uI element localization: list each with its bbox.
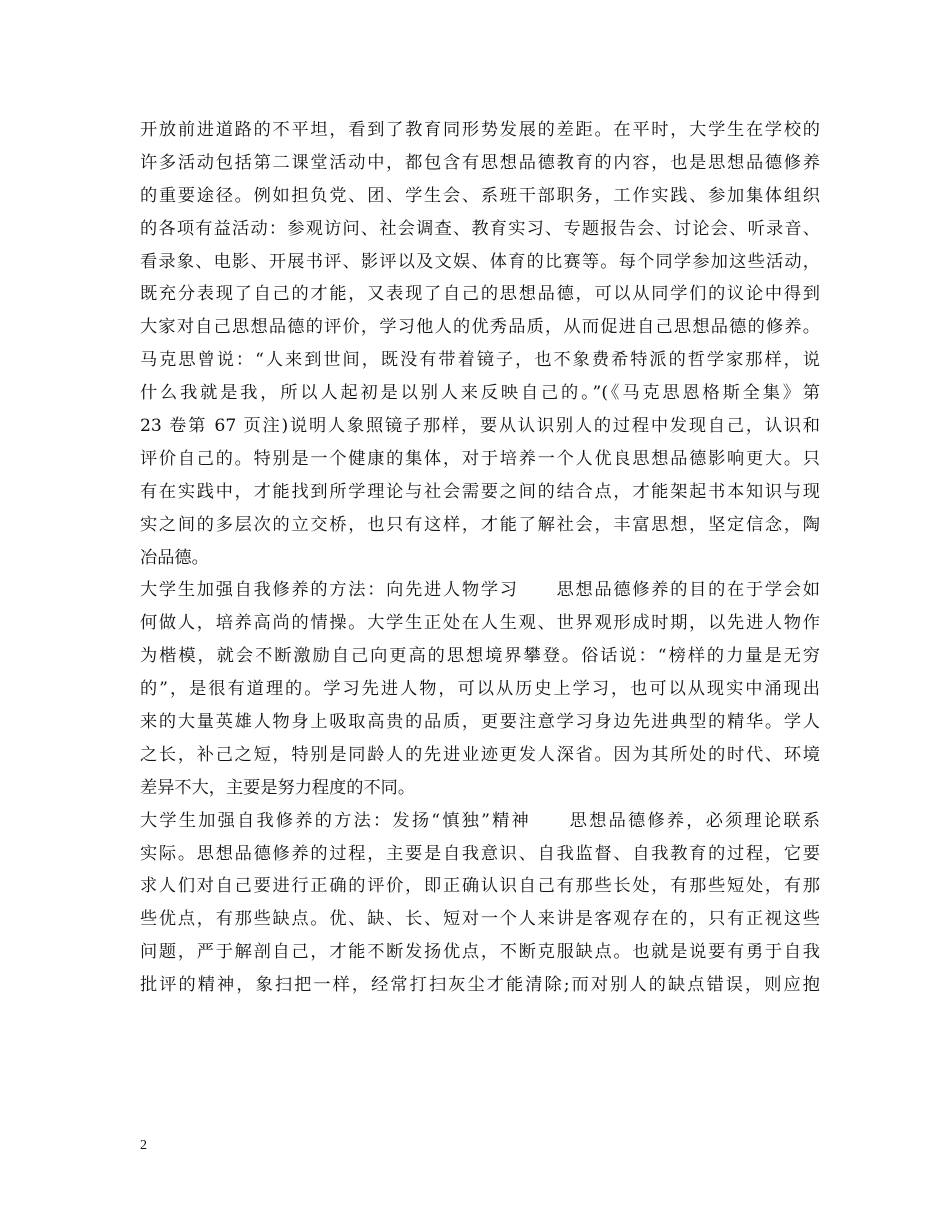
- text-line: 有在实践中，才能找到所学理论与社会需要之间的结合点，才能架起书本知识与现: [140, 481, 820, 502]
- text-line: 的”，是很有道理的。学习先进人物，可以从历史上学习，也可以从现实中涌现出: [140, 679, 820, 700]
- text-line: 评价自己的。特别是一个健康的集体，对于培养一个人优良思想品德影响更大。只: [140, 448, 820, 469]
- text-line: 23 卷第 67 页注)说明人象照镜子那样，要从认识别人的过程中发现自己，认识和: [140, 416, 820, 437]
- text-line: 何做人，培养高尚的情操。大学生正处在人生观、世界观形成时期，以先进人物作: [140, 613, 820, 634]
- text-line: 的各项有益活动：参观访问、社会调查、教育实习、专题报告会、讨论会、听录音、: [140, 218, 820, 239]
- text-line: 实际。思想品德修养的过程，主要是自我意识、自我监督、自我教育的过程，它要: [140, 843, 820, 864]
- text-line: 实之间的多层次的立交桥，也只有这样，才能了解社会，丰富思想，坚定信念，陶: [140, 514, 820, 535]
- text-line: 看录象、电影、开展书评、影评以及文娱、体育的比赛等。每个同学参加这些活动，: [140, 251, 820, 272]
- text-line: 既充分表现了自己的才能，又表现了自己的思想品德，可以从同学们的议论中得到: [140, 284, 820, 305]
- text-line: 冶品德。: [140, 547, 209, 568]
- text-line: 问题，严于解剖自己，才能不断发扬优点，不断克服缺点。也就是说要有勇于自我: [140, 942, 820, 963]
- text-line: 许多活动包括第二课堂活动中，都包含有思想品德教育的内容，也是思想品德修养: [140, 152, 820, 173]
- section-heading-line: 大学生加强自我修养的方法：发扬“慎独”精神 思想品德修养，必须理论联系: [140, 810, 820, 831]
- body-text: [140, 114, 820, 1002]
- text-line: 什么我就是我，所以人起初是以别人来反映自己的。”(《马克思恩格斯全集》第: [140, 383, 820, 404]
- text-line: 为楷模，就会不断激励自己向更高的思想境界攀登。俗话说：“榜样的力量是无穷: [140, 646, 820, 667]
- section-heading-line: 大学生加强自我修养的方法：向先进人物学习 思想品德修养的目的在于学会如: [140, 580, 820, 601]
- text-line: 马克思曾说：“人来到世间，既没有带着镜子，也不象费希特派的哲学家那样，说: [140, 350, 820, 371]
- text-line: 开放前进道路的不平坦，看到了教育同形势发展的差距。在平时，大学生在学校的: [140, 120, 820, 140]
- text-line: 些优点，有那些缺点。优、缺、长、短对一个人来讲是客观存在的，只有正视这些: [140, 909, 820, 930]
- page-number: 2: [140, 1138, 147, 1153]
- text-line: 之长，补己之短，特别是同龄人的先进业迹更发人深省。因为其所处的时代、环境: [140, 744, 820, 765]
- text-line: 批评的精神，象扫把一样，经常打扫灰尘才能清除;而对别人的缺点错误，则应抱: [140, 975, 820, 996]
- text-line: 大家对自己思想品德的评价，学习他人的优秀品质，从而促进自己思想品德的修养。: [140, 317, 820, 338]
- text-line: 来的大量英雄人物身上吸取高贵的品质，更要注意学习身边先进典型的精华。学人: [140, 712, 820, 733]
- text-line: 求人们对自己要进行正确的评价，即正确认识自己有那些长处，有那些短处，有那: [140, 876, 820, 897]
- text-line: 的重要途径。例如担负党、团、学生会、系班干部职务，工作实践、参加集体组织: [140, 185, 820, 206]
- text-line: 差异不大，主要是努力程度的不同。: [140, 777, 416, 798]
